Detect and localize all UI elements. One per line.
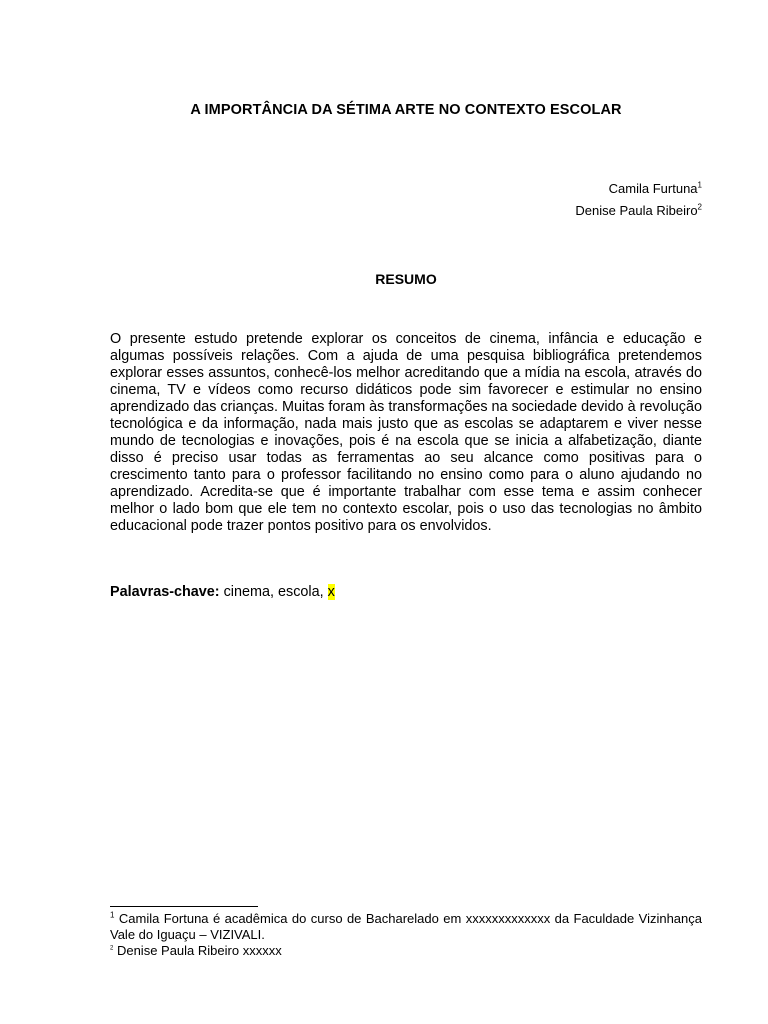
author-line [110,178,702,200]
footnote-separator [110,906,258,907]
author-name: Denise Paula Ribeiro [575,203,698,218]
keywords-label: Palavras-chave: [110,584,220,600]
author-line [110,200,702,222]
highlighted-keyword: x [327,584,335,600]
document-title: A IMPORTÂNCIA DA SÉTIMA ARTE NO CONTEXTO ESCOLAR [190,102,622,118]
author-name: Camila Furtuna [608,181,698,196]
footnote-text: Denise Paula Ribeiro xxxxxx [113,943,282,958]
footnote-reference[interactable]: 1 [697,180,702,190]
footnote-text: Camila Fortuna é acadêmica do curso de Bacharelado em xxxxxxxxxxxxx da Faculdade Vizinhança Vale do Iguaçu – VIZIVALI. [110,911,702,942]
footnote-reference[interactable]: 2 [697,202,702,212]
keywords-line [110,584,702,601]
author-list [110,178,702,222]
footnote-mark: 2 [110,945,114,952]
footnote [110,911,702,943]
footnote-mark: 1 [110,910,115,920]
section-heading: RESUMO [375,271,437,287]
footnotes [110,911,702,959]
keywords-values: cinema, escola, [219,584,328,600]
abstract-paragraph: O presente estudo pretende explorar os conceitos de cinema, infância e educação e algumas possíveis relações. Com a ajuda de uma pesquisa bibliográfica pretendemos explorar esses assuntos, conhecê-los melhor acreditando que a mídia na escola, através do cinema, TV e vídeos como recurso didáticos pode sim favorecer e estimular no ensino aprendizado das crianças. Muitas foram às transformações na sociedade devido à revolução tecnológica e da informação, nada mais justo que as escolas se adaptarem e viver nesse mundo de tecnologias e inovações, pois é na escola que se inicia a alfabetização, diante disso é preciso usar todas as ferramentas ao seu alcance como positivas para o crescimento tanto para o professor facilitando no ensino como para o aluno ajudando no aprendizado. Acredita-se que é importante trabalhar com esse tema e assim conhecer melhor o lado bom que ele tem no contexto escolar, pois o uso das tecnologias no âmbito educacional pode trazer pontos positivo para os envolvidos. [110,331,702,534]
footnote [110,943,702,959]
